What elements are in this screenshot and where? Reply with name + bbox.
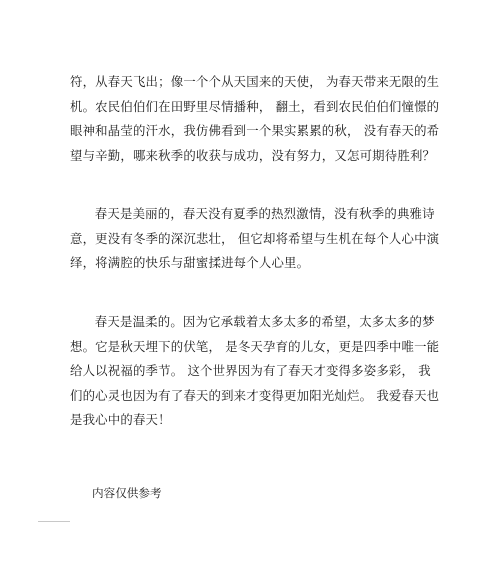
paragraph-3: 春天是温柔的。因为它承载着太多太多的希望，太多太多的梦想。它是秋天埋下的伏笔， 是冬天孕育的儿女，更是四季中唯一能给人以祝福的季节。 这个世界因为有了春天才变得多姿多彩， 我们的心灵也因为有了春天的到来才变得更加阳光灿烂。 我爱春天也是我心中的春天！ bbox=[70, 314, 440, 427]
paragraph-2: 春天是美丽的，春天没有夏季的热烈激情，没有秋季的典雅诗意，更没有冬季的深沉悲壮， 但它却将希望与生机在每个人心中演绎，将满腔的快乐与甜蜜揉进每个人心里。 bbox=[70, 206, 440, 270]
paragraph-1: 符，从春天飞出；像一个个从天国来的天使， 为春天带来无限的生机。农民伯伯们在田野里尽情播种， 翻土，看到农民伯伯们憧憬的眼神和晶莹的汗水，我仿佛看到一个果实累累的秋， 没有春天的希望与辛勤，哪来秋季的收获与成功，没有努力，又怎可期待胜利？ bbox=[70, 74, 440, 163]
page-edge-mark bbox=[38, 521, 70, 522]
footer-note: 内容仅供参考 bbox=[92, 486, 162, 500]
